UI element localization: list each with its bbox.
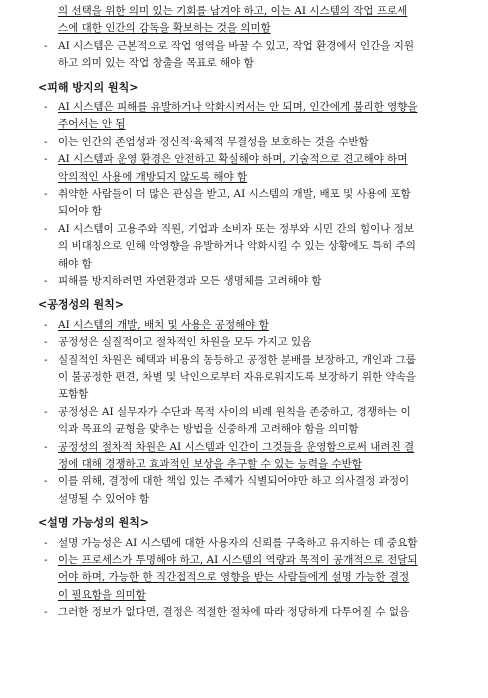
line-text: AI 시스템은 피해를 유발하거나 악화시켜서는 안 되며, 인간에게 불리한 영향을 (58, 101, 418, 113)
line-text: 정에 대해 경쟁하고 효과적인 보상을 추구할 수 있는 능력을 수반함 (58, 458, 362, 470)
bullet-dash: - (44, 336, 48, 349)
line-text: 설명될 수 있어야 함 (58, 492, 150, 505)
line-text: 피해를 방지하려면 자연환경과 모든 생명체를 고려해야 함 (58, 275, 322, 287)
line-text: AI 시스템이 고용주와 직원, 기업과 소비자 또는 정부와 시민 간의 힘이나 정보 (58, 222, 415, 235)
bullet-dash: - (44, 554, 48, 566)
intro-line (0, 56, 488, 80)
bullet-dash: - (44, 101, 48, 113)
bullet-dash: - (44, 188, 48, 200)
bullet-dash: - (44, 536, 48, 549)
bullet-dash: - (44, 153, 48, 166)
line-text: AI 시스템과 운영 환경은 안전하고 확실해야 하며, 기술적으로 견고해야 하며 (58, 153, 408, 166)
section-heading: <공정성의 원칙> (38, 298, 125, 312)
line-text: 설명 가능성은 AI 시스템에 대한 사용자의 신뢰를 구축하고 유지하는 데 중요함 (58, 536, 418, 549)
line-text: 하고 의미 있는 작업 창출을 목표로 해야 함 (58, 57, 254, 70)
line-text: 이 불공정한 편견, 차별 및 낙인으로부터 자유로워지도록 보장하기 위한 약속을 (58, 371, 416, 383)
section-heading: <설명 가능성의 원칙> (38, 516, 150, 530)
line-text: 취약한 사람들이 더 많은 관심을 받고, AI 시스템의 개발, 배포 및 사용에 포함 (58, 188, 411, 200)
line-text: AI 시스템은 근본적으로 작업 영역을 바꿀 수 있고, 작업 환경에서 인간을 지원 (58, 39, 415, 52)
bullet-dash: - (44, 275, 48, 287)
line-text: 실질적인 차원은 혜택과 비용의 동등하고 공정한 분배를 보장하고, 개인과 그룹 (58, 353, 416, 366)
line-text: 해야 함 (58, 257, 92, 270)
line-text: 공정성은 실질적이고 절차적인 차원을 모두 가지고 있음 (58, 336, 312, 349)
bullet-dash: - (44, 318, 48, 331)
line-text: 되어야 함 (58, 205, 102, 218)
line-text: 이는 인간의 존엄성과 정신적·육체적 무결성을 보호하는 것을 수반함 (58, 135, 369, 148)
line-text: 어야 하며, 가능한 한 직간접적으로 영향을 받는 사람들에게 설명 가능한 결정 (58, 571, 410, 584)
bullet-line (0, 274, 488, 298)
bullet-line (0, 492, 488, 516)
bullet-dash: - (44, 405, 48, 418)
line-text: 악의적인 사용에 개방되지 않도록 해야 함 (58, 170, 248, 183)
line-text: 의 선택을 위한 의미 있는 기회를 남겨야 하고, 이는 AI 시스템의 작업 프로세 (58, 5, 408, 17)
bullet-dash: - (44, 353, 48, 366)
line-text: AI 시스템의 개발, 배치 및 사용은 공정해야 함 (58, 318, 269, 331)
line-text: 공정성의 절차적 차원은 AI 시스템과 인간이 그것들을 운영함으로써 내려진 결 (58, 440, 415, 453)
line-text: 주어서는 안 됨 (58, 118, 126, 131)
line-text: 익과 목표의 균형을 맞추는 방법을 신중하게 고려해야 함을 의미함 (58, 423, 359, 436)
bullet-dash: - (44, 222, 48, 235)
bullet-line (0, 605, 488, 629)
bullet-dash: - (44, 135, 48, 148)
bullet-dash: - (44, 39, 48, 52)
bullet-dash: - (44, 606, 48, 619)
line-text: 의 비대칭으로 인해 악영향을 유발하거나 악화시킬 수 있는 상황에도 특히 주의 (58, 240, 416, 253)
line-text: 공정성은 AI 실무자가 수단과 목적 사이의 비례 원칙을 존중하고, 경쟁하는 이 (58, 405, 411, 418)
line-text: 이는 프로세스가 투명해야 하고, AI 시스템의 역량과 목적이 공개적으로 전달되 (58, 554, 418, 566)
bullet-dash: - (44, 475, 48, 488)
line-text: 이를 위해, 결정에 대한 책임 있는 주체가 식별되어야만 하고 의사결정 과정이 (58, 475, 410, 488)
line-text: 스에 대한 인간의 감독을 확보하는 것을 의미함 (58, 22, 271, 35)
line-text: 이 필요함을 의미함 (58, 588, 146, 601)
line-text: 그러한 정보가 없다면, 결정은 적절한 절차에 따라 정당하게 다투어질 수 없음 (58, 606, 410, 619)
line-text: 포함함 (58, 388, 89, 401)
section-heading: <피해 방지의 원칙> (38, 80, 139, 94)
bullet-dash: - (44, 440, 48, 453)
